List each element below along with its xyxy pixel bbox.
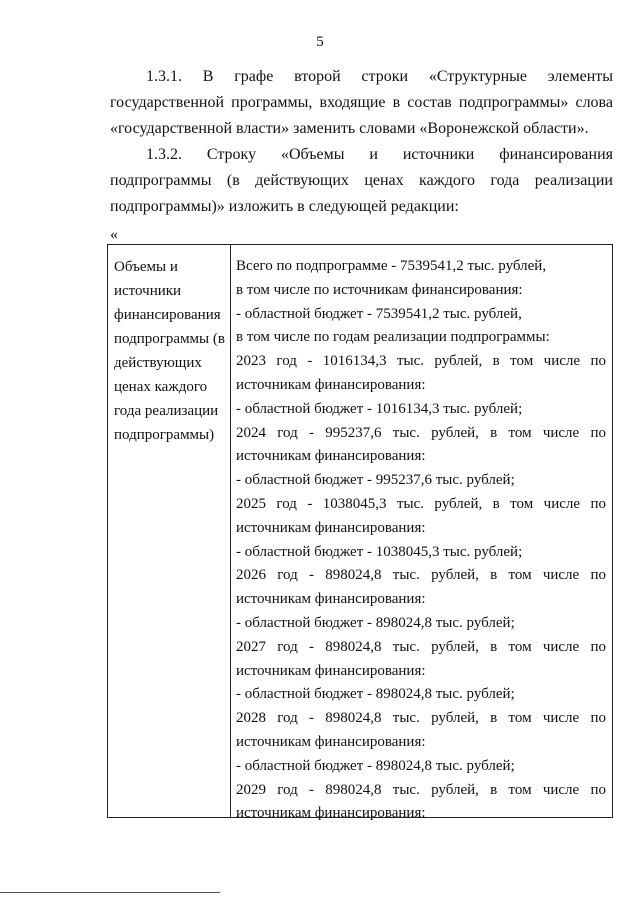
paragraph-1-3-1: 1.3.1. В графе второй строки «Структурные элементы государственной программы, входящие в состав подпрограммы» слова «государственной власти» заменить словами «Воронежской области». xyxy=(110,68,613,137)
row-header-line: источники xyxy=(114,283,182,299)
financing-line: - областной бюджет - 898024,8 тыс. рублей; xyxy=(236,757,515,774)
financing-line: источникам финансирования: xyxy=(236,805,426,822)
table-column-divider xyxy=(230,245,231,817)
financing-line: источникам финансирования: xyxy=(236,591,426,608)
row-header-line: финансирования xyxy=(114,307,221,323)
financing-line: Всего по подпрограмме - 7539541,2 тыс. рублей, xyxy=(236,258,547,274)
financing-line: в том числе по годам реализации подпрограммы: xyxy=(236,329,550,346)
row-header-line: ценах каждого xyxy=(114,379,208,395)
financing-line: - областной бюджет - 898024,8 тыс. рублей; xyxy=(236,614,515,631)
financing-line: 2027 год - 898024,8 тыс. рублей, в том числе по xyxy=(236,638,606,655)
row-header-line: подпрограммы) xyxy=(114,427,215,443)
paragraph-1-3-2: 1.3.2. Строку «Объемы и источники финансирования подпрограммы (в действующих ценах каждого года реализации подпрограммы)» изложить в следующей редакции: xyxy=(110,146,613,215)
row-header-line: действующих xyxy=(114,355,202,371)
financing-line: источникам финансирования: xyxy=(236,519,426,536)
table-value-cell xyxy=(236,255,606,826)
financing-line: 2025 год - 1038045,3 тыс. рублей, в том числе по xyxy=(236,495,606,512)
financing-line: 2023 год - 1016134,3 тыс. рублей, в том числе по xyxy=(236,353,606,370)
financing-line: источникам финансирования: xyxy=(236,376,426,393)
row-header-line: года реализации xyxy=(114,403,219,419)
financing-line: 2026 год - 898024,8 тыс. рублей, в том числе по xyxy=(236,567,606,584)
opening-quote-mark: « xyxy=(110,226,118,243)
footer-separator-line xyxy=(0,892,220,893)
financing-line: источникам финансирования: xyxy=(236,733,426,750)
financing-line: - областной бюджет - 7539541,2 тыс. рублей, xyxy=(236,305,522,322)
financing-line: - областной бюджет - 1038045,3 тыс. рублей; xyxy=(236,543,523,560)
row-header-line: Объемы и xyxy=(114,259,178,275)
financing-line: 2029 год - 898024,8 тыс. рублей, в том числе по xyxy=(236,781,606,798)
financing-line: - областной бюджет - 1016134,3 тыс. рублей; xyxy=(236,400,523,417)
financing-line: - областной бюджет - 995237,6 тыс. рублей; xyxy=(236,472,515,489)
row-header-line: подпрограммы (в xyxy=(114,331,225,347)
financing-line: в том числе по источникам финансирования: xyxy=(236,281,523,298)
page-number: 5 xyxy=(316,34,324,50)
financing-line: - областной бюджет - 898024,8 тыс. рублей; xyxy=(236,686,515,703)
financing-line: 2028 год - 898024,8 тыс. рублей, в том числе по xyxy=(236,710,606,727)
financing-table xyxy=(107,244,613,822)
financing-line: 2024 год - 995237,6 тыс. рублей, в том числе по xyxy=(236,424,606,441)
financing-line: источникам финансирования: xyxy=(236,662,426,679)
financing-line: источникам финансирования: xyxy=(236,448,426,465)
table-row-header-cell xyxy=(114,255,228,447)
